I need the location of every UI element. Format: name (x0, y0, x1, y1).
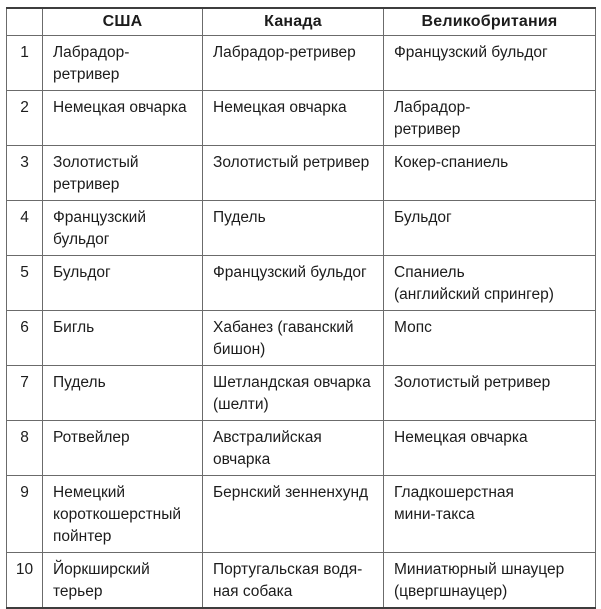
breed-cell-uk: Золотистый ретривер (384, 365, 596, 420)
breed-cell-canada: Немецкая овчарка (203, 90, 384, 145)
breed-cell-usa: Бульдог (43, 255, 203, 310)
breed-cell-canada: Бернский зенненхунд (203, 475, 384, 552)
rank-cell: 10 (7, 552, 43, 608)
breed-cell-usa: Ротвейлер (43, 420, 203, 475)
table-row-7 (7, 365, 596, 420)
breed-cell-canada: Пудель (203, 200, 384, 255)
rank-cell: 6 (7, 310, 43, 365)
breed-cell-usa: Лабрадор-ретривер (43, 35, 203, 90)
table-row-2 (7, 90, 596, 145)
breed-cell-usa: Французский бульдог (43, 200, 203, 255)
breed-cell-uk: Миниатюрный шнауцер (цвергшнауцер) (384, 552, 596, 608)
breed-cell-uk: Французский бульдог (384, 35, 596, 90)
breed-cell-usa: Бигль (43, 310, 203, 365)
table-row-4 (7, 200, 596, 255)
table-row-9 (7, 475, 596, 552)
breed-cell-uk: Гладкошерстная мини-такса (384, 475, 596, 552)
table-row-3 (7, 145, 596, 200)
rank-cell: 3 (7, 145, 43, 200)
breed-cell-uk: Бульдог (384, 200, 596, 255)
rank-cell: 7 (7, 365, 43, 420)
breed-cell-canada: Золотистый ретривер (203, 145, 384, 200)
breed-cell-canada: Португальская водя- ная собака (203, 552, 384, 608)
rank-cell: 4 (7, 200, 43, 255)
breed-cell-uk: Немецкая овчарка (384, 420, 596, 475)
breed-cell-usa: Немецкая овчарка (43, 90, 203, 145)
breed-cell-canada: Хабанез (гаванский бишон) (203, 310, 384, 365)
table-row-1 (7, 35, 596, 90)
rank-cell: 5 (7, 255, 43, 310)
breed-cell-canada: Шетландская овчарка (шелти) (203, 365, 384, 420)
breed-cell-uk: Кокер-спаниель (384, 145, 596, 200)
breed-cell-canada: Лабрадор-ретривер (203, 35, 384, 90)
breed-cell-usa: Золотистый ретривер (43, 145, 203, 200)
header-cell-rank (7, 8, 43, 35)
header-cell-usa: США (43, 8, 203, 35)
breed-cell-uk: Мопс (384, 310, 596, 365)
rank-cell: 2 (7, 90, 43, 145)
table-row-5 (7, 255, 596, 310)
table-body (7, 35, 596, 608)
header-cell-canada: Канада (203, 8, 384, 35)
breed-cell-uk: Лабрадор- ретривер (384, 90, 596, 145)
breed-cell-canada: Французский бульдог (203, 255, 384, 310)
table-row-10 (7, 552, 596, 608)
table-row-8 (7, 420, 596, 475)
rank-cell: 1 (7, 35, 43, 90)
rank-cell: 9 (7, 475, 43, 552)
breed-cell-usa: Пудель (43, 365, 203, 420)
dog-breeds-by-country-table (6, 7, 596, 609)
rank-cell: 8 (7, 420, 43, 475)
breed-cell-uk: Спаниель (английский спрингер) (384, 255, 596, 310)
breed-cell-canada: Австралийская овчарка (203, 420, 384, 475)
breed-cell-usa: Йоркширский терьер (43, 552, 203, 608)
breed-cell-usa: Немецкий короткошерстный пойнтер (43, 475, 203, 552)
header-row (7, 8, 596, 35)
table-row-6 (7, 310, 596, 365)
header-cell-uk: Великобритания (384, 8, 596, 35)
